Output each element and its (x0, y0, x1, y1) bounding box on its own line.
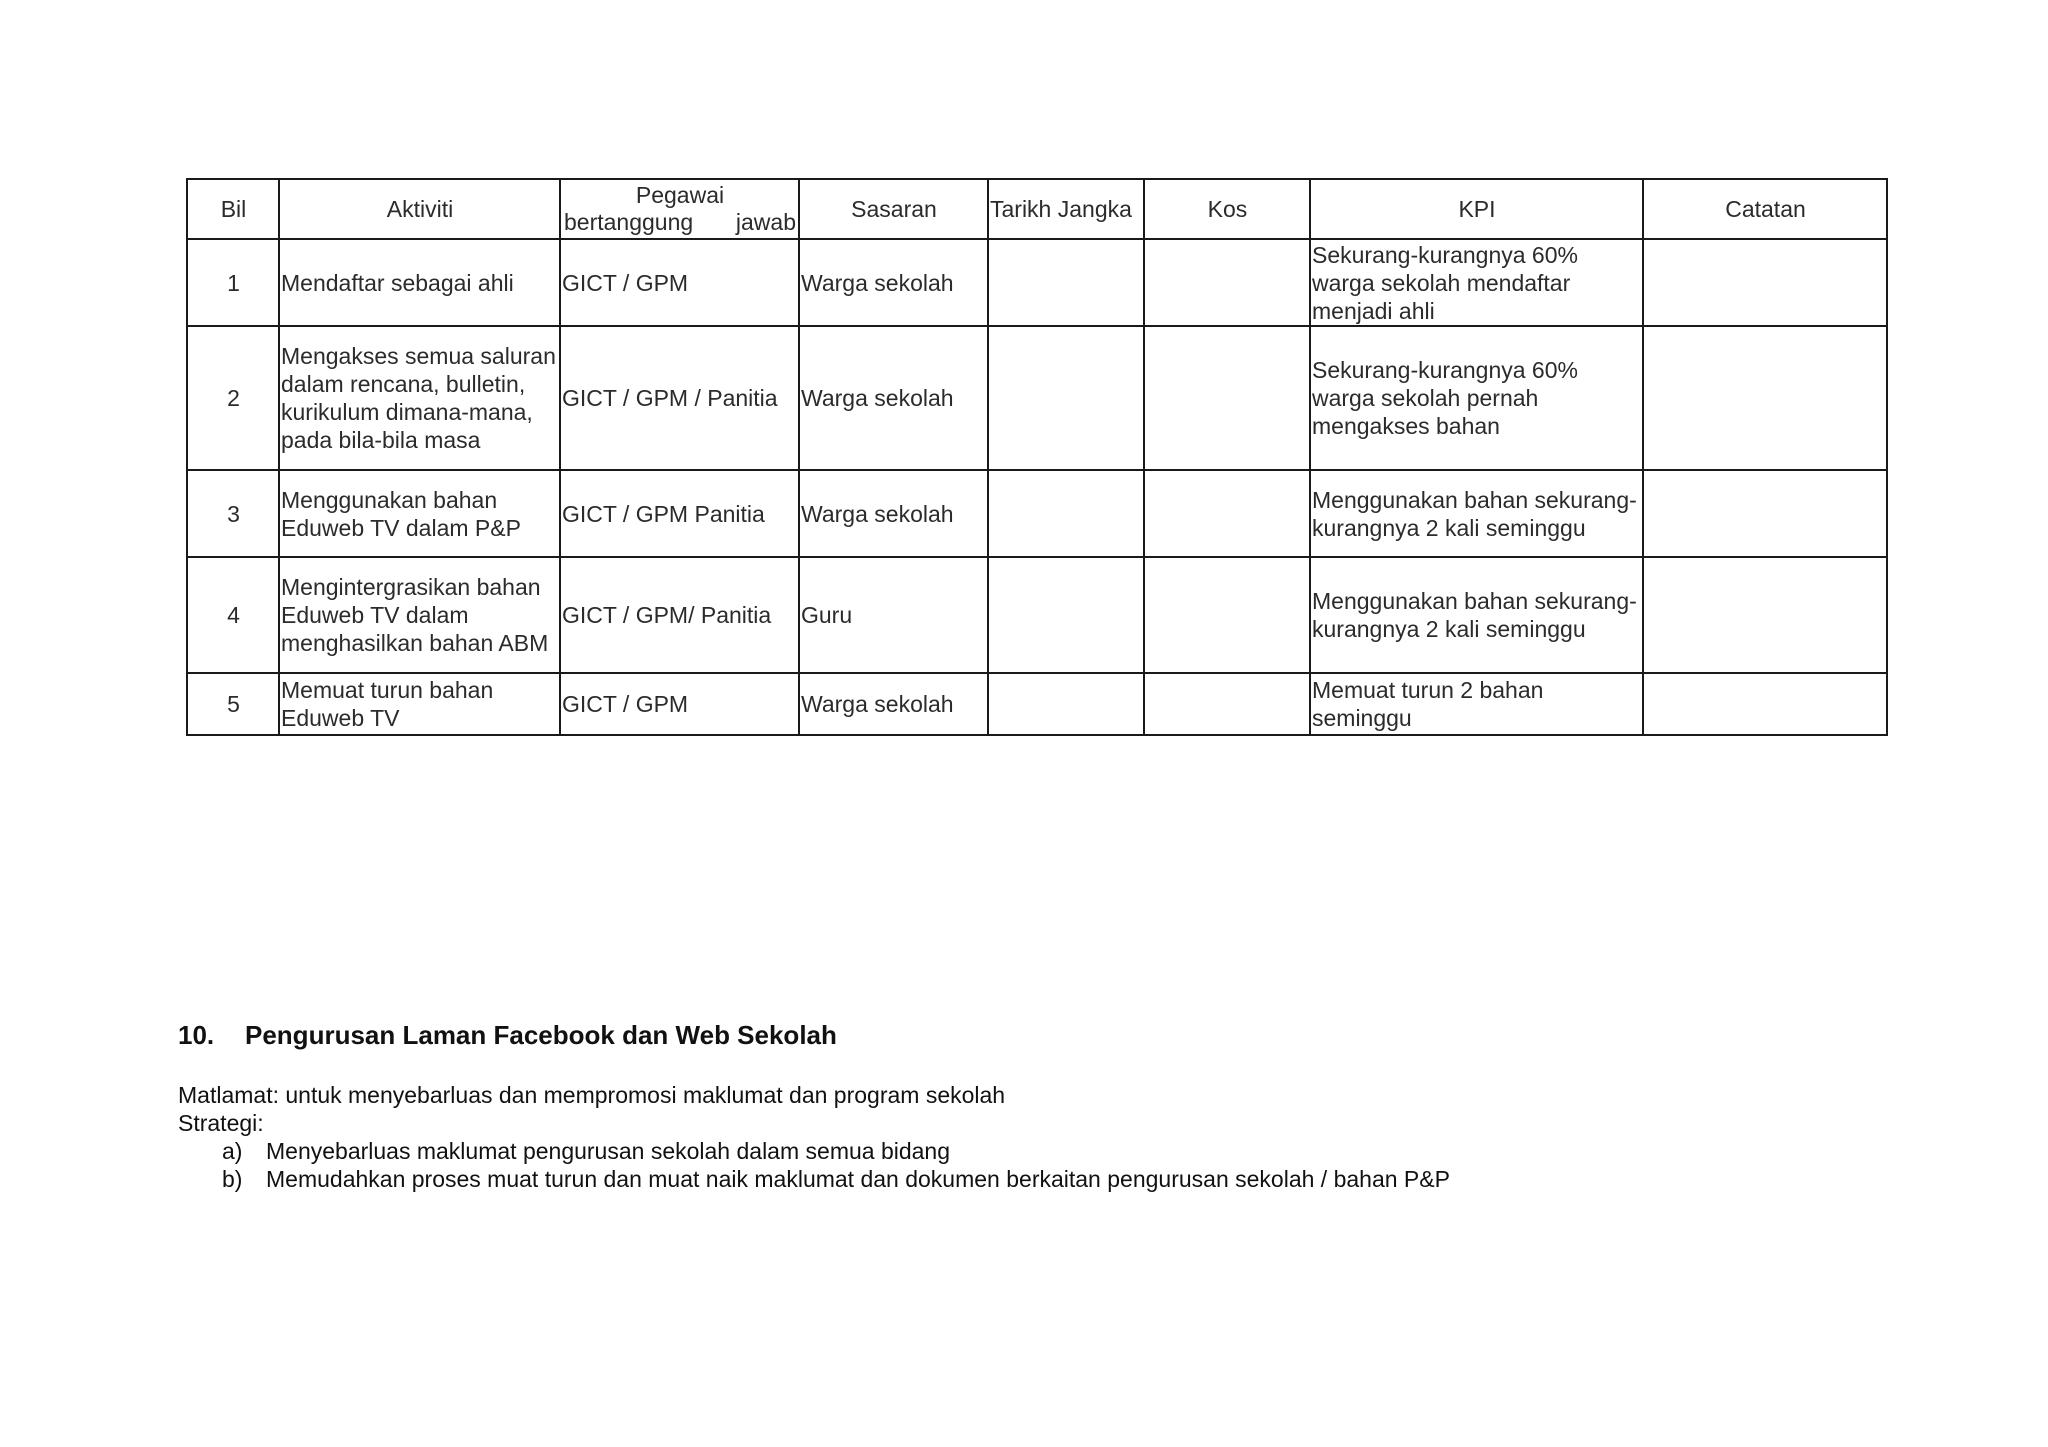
header-pegawai-line2a: bertanggung (564, 209, 694, 235)
header-kpi: KPI (1310, 179, 1643, 239)
cell-kpi: Menggunakan bahan sekurang-kurangnya 2 kali seminggu (1310, 557, 1643, 673)
table-row (187, 673, 1887, 735)
strategi-label: Strategi: (178, 1110, 264, 1136)
cell-catatan (1643, 239, 1887, 326)
cell-tarikh (988, 673, 1144, 735)
list-text: Memudahkan proses muat turun dan muat naik maklumat dan dokumen berkaitan pengurusan sekolah / bahan P&P (266, 1166, 1450, 1192)
header-bil: Bil (187, 179, 279, 239)
cell-bil: 5 (187, 673, 279, 735)
header-kos: Kos (1144, 179, 1310, 239)
list-marker: a) (222, 1138, 243, 1164)
header-aktiviti: Aktiviti (279, 179, 560, 239)
cell-bil: 2 (187, 326, 279, 470)
cell-kpi: Menggunakan bahan sekurang-kurangnya 2 kali seminggu (1310, 470, 1643, 557)
cell-pegawai: GICT / GPM Panitia (560, 470, 799, 557)
cell-kos (1144, 557, 1310, 673)
header-pegawai-line2b: jawab (735, 209, 796, 235)
matlamat-text: Matlamat: untuk menyebarluas dan mempromosi maklumat dan program sekolah (178, 1082, 1006, 1108)
cell-aktiviti: Mendaftar sebagai ahli (279, 239, 560, 326)
cell-kos (1144, 326, 1310, 470)
cell-sasaran: Warga sekolah (799, 673, 988, 735)
cell-kos (1144, 470, 1310, 557)
cell-tarikh (988, 470, 1144, 557)
section-heading (178, 1020, 837, 1051)
list-item (222, 1138, 950, 1165)
cell-kpi: Memuat turun 2 bahan seminggu (1310, 673, 1643, 735)
cell-aktiviti: Mengakses semua saluran dalam rencana, bulletin, kurikulum dimana-mana, pada bila-bila masa (279, 326, 560, 470)
cell-kos (1144, 673, 1310, 735)
table-row (187, 557, 1887, 673)
cell-bil: 1 (187, 239, 279, 326)
table-row (187, 470, 1887, 557)
cell-bil: 3 (187, 470, 279, 557)
cell-tarikh (988, 239, 1144, 326)
cell-sasaran: Warga sekolah (799, 239, 988, 326)
cell-kpi: Sekurang-kurangnya 60% warga sekolah pernah mengakses bahan (1310, 326, 1643, 470)
cell-pegawai: GICT / GPM/ Panitia (560, 557, 799, 673)
cell-pegawai: GICT / GPM / Panitia (560, 326, 799, 470)
cell-aktiviti: Menggunakan bahan Eduweb TV dalam P&P (279, 470, 560, 557)
list-marker: b) (222, 1166, 243, 1192)
section-number: 10. (178, 1020, 215, 1050)
activity-table (186, 178, 1888, 736)
table-header-row (187, 179, 1887, 239)
list-item (222, 1166, 1450, 1193)
table-row (187, 239, 1887, 326)
header-tarikh: Tarikh Jangka (988, 179, 1144, 239)
section-title: Pengurusan Laman Facebook dan Web Sekolah (245, 1020, 837, 1050)
cell-pegawai: GICT / GPM (560, 673, 799, 735)
cell-bil: 4 (187, 557, 279, 673)
cell-pegawai: GICT / GPM (560, 239, 799, 326)
cell-kos (1144, 239, 1310, 326)
cell-kpi: Sekurang-kurangnya 60% warga sekolah mendaftar menjadi ahli (1310, 239, 1643, 326)
cell-catatan (1643, 470, 1887, 557)
cell-sasaran: Warga sekolah (799, 470, 988, 557)
header-catatan: Catatan (1643, 179, 1887, 239)
cell-sasaran: Guru (799, 557, 988, 673)
header-pegawai-line1: Pegawai (635, 182, 725, 208)
header-pegawai (560, 179, 799, 239)
list-text: Menyebarluas maklumat pengurusan sekolah dalam semua bidang (266, 1138, 951, 1164)
cell-tarikh (988, 326, 1144, 470)
cell-catatan (1643, 326, 1887, 470)
cell-aktiviti: Mengintergrasikan bahan Eduweb TV dalam menghasilkan bahan ABM (279, 557, 560, 673)
cell-tarikh (988, 557, 1144, 673)
cell-sasaran: Warga sekolah (799, 326, 988, 470)
cell-catatan (1643, 673, 1887, 735)
header-sasaran: Sasaran (799, 179, 988, 239)
cell-aktiviti: Memuat turun bahan Eduweb TV (279, 673, 560, 735)
cell-catatan (1643, 557, 1887, 673)
table-row (187, 326, 1887, 470)
